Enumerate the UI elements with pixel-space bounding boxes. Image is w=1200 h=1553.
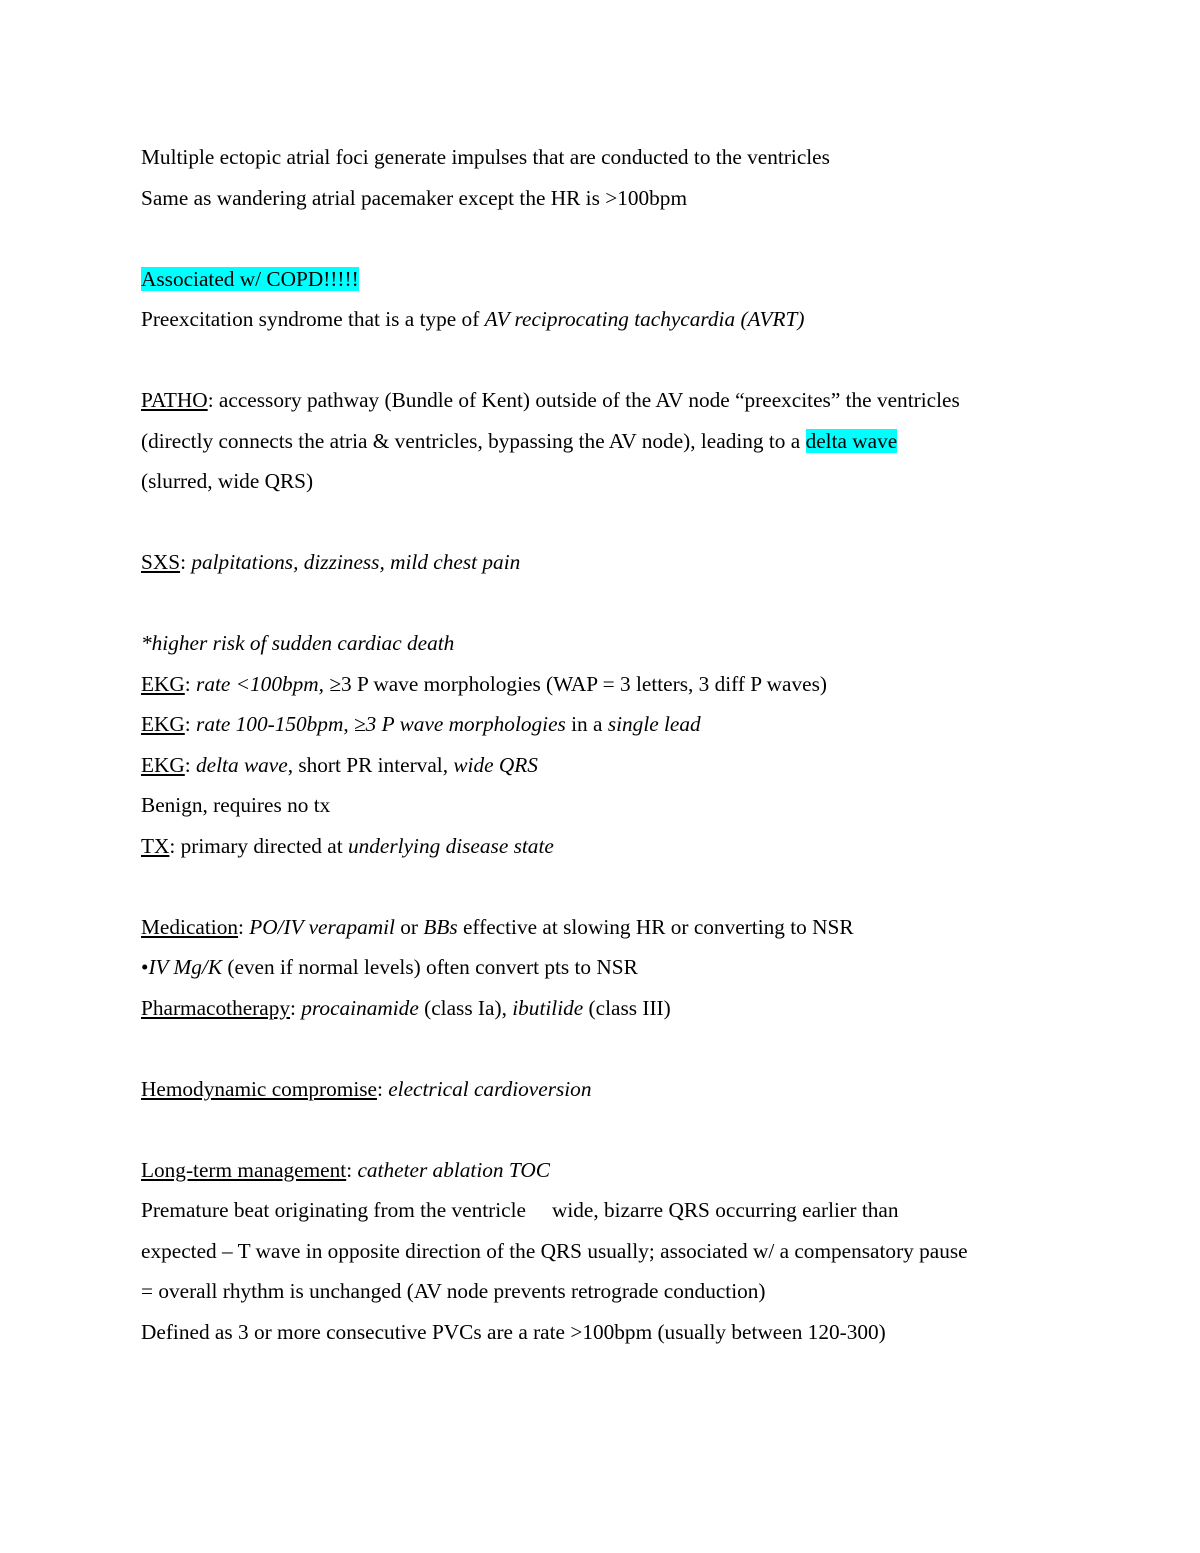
italic-text: wide QRS [453, 752, 538, 777]
italic-text: IV Mg/K [148, 955, 223, 979]
blank-line [141, 1109, 1081, 1150]
text-line [141, 421, 1081, 462]
section-label: Hemodynamic compromise [141, 1076, 377, 1101]
italic-text: electrical cardioversion [388, 1076, 592, 1101]
text-line [141, 1069, 1081, 1110]
text-line [141, 907, 1081, 948]
italic-text: procainamide [301, 995, 419, 1020]
text-run: (directly connects the atria & ventricles, bypassing the AV node), leading to a [141, 428, 806, 453]
text-run: Defined as 3 or more consecutive PVCs are a rate >100bpm (usually between 120-300) [141, 1319, 886, 1344]
italic-text: single lead [607, 712, 701, 736]
text-run: : [180, 550, 192, 574]
text-line [141, 380, 1081, 421]
text-line [141, 704, 1081, 745]
section-label: EKG [141, 752, 185, 777]
text-run: (slurred, wide QRS) [141, 469, 314, 493]
text-run: (even if normal levels) often convert pts to NSR [222, 955, 638, 979]
section-label: EKG [141, 671, 185, 696]
text-run: : primary directed at [169, 833, 348, 858]
text-run: (class III) [583, 995, 671, 1020]
text-run: , [343, 712, 354, 736]
text-run: (class Ia), [418, 995, 513, 1020]
italic-text: delta wave [196, 752, 288, 777]
text-line [141, 1312, 1081, 1353]
highlighted-text: delta wave [805, 428, 898, 453]
blank-line [141, 340, 1081, 381]
text-line [141, 461, 1081, 502]
section-label: EKG [141, 712, 185, 736]
text-line [141, 1190, 1081, 1231]
bullet: • [141, 955, 149, 979]
blank-line [141, 583, 1081, 624]
text-run: : [238, 914, 250, 939]
italic-text: rate <100bpm, [196, 671, 330, 696]
text-line [141, 137, 1081, 178]
text-line [141, 542, 1081, 583]
text-line [141, 988, 1081, 1029]
text-run: Multiple ectopic atrial foci generate impulses that are conducted to the ventricles [141, 145, 830, 169]
text-run: : accessory pathway (Bundle of Kent) outside of the AV node “preexcites” the ventricles [207, 388, 960, 412]
text-line [141, 1150, 1081, 1191]
section-label: TX [141, 833, 170, 858]
text-line [141, 623, 1081, 664]
italic-text: BBs [423, 914, 458, 939]
text-run: wide, bizarre QRS occurring earlier than [551, 1198, 899, 1222]
italic-text: *higher risk of sudden cardiac death [141, 631, 455, 655]
text-run: effective at slowing HR or converting to NSR [457, 914, 854, 939]
text-line [141, 299, 1081, 340]
text-run: Benign, requires no tx [141, 793, 331, 817]
blank-line [141, 218, 1081, 259]
text-line [141, 259, 1081, 300]
text-line [141, 1231, 1081, 1272]
text-line [141, 947, 1081, 988]
section-label: PATHO [141, 388, 208, 412]
blank-line [141, 1028, 1081, 1069]
section-label: Long-term management [141, 1157, 347, 1182]
text-run: Same as wandering atrial pacemaker except the HR is >100bpm [141, 185, 688, 210]
text-line [141, 178, 1081, 219]
text-run: in a [565, 712, 608, 736]
section-label: SXS [141, 550, 181, 574]
text-run: ≥3 P wave morphologies (WAP = 3 letters, 3 diff P waves) [329, 671, 827, 696]
italic-text: underlying disease state [347, 833, 554, 858]
text-run: : [184, 752, 197, 777]
text-run: , short PR interval, [287, 752, 454, 777]
italic-text: rate 100-150bpm [196, 712, 344, 736]
italic-text: ≥3 P wave morphologies [353, 712, 566, 736]
text-run: : [346, 1157, 358, 1182]
text-line [141, 745, 1081, 786]
section-label: Pharmacotherapy [141, 995, 291, 1020]
italic-text: catheter ablation TOC [357, 1157, 550, 1182]
text-run: expected – T wave in opposite direction of the QRS usually; associated w/ a compensatory pause [141, 1238, 968, 1263]
text-line [141, 1271, 1081, 1312]
section-label: Medication [141, 914, 238, 939]
text-run: = overall rhythm is unchanged (AV node prevents retrograde conduction) [141, 1279, 766, 1303]
document-body [141, 137, 1081, 1352]
highlighted-text: Associated w/ COPD!!!!! [141, 266, 359, 291]
text-run: Preexcitation syndrome that is a type of [141, 307, 485, 331]
text-run: : [376, 1076, 389, 1101]
italic-text: PO/IV verapamil [249, 914, 395, 939]
blank-line [141, 866, 1081, 907]
italic-text: palpitations, dizziness, mild chest pain [191, 550, 521, 574]
text-run: Premature beat originating from the ventricle [141, 1198, 526, 1222]
text-line [141, 785, 1081, 826]
text-run: or [394, 914, 424, 939]
text-run: : [290, 995, 302, 1020]
text-line [141, 664, 1081, 705]
text-line [141, 826, 1081, 867]
text-run: : [184, 712, 197, 736]
italic-text: ibutilide [512, 995, 584, 1020]
text-run: : [184, 671, 197, 696]
blank-line [141, 502, 1081, 543]
italic-text: AV reciprocating tachycardia (AVRT) [484, 307, 805, 331]
